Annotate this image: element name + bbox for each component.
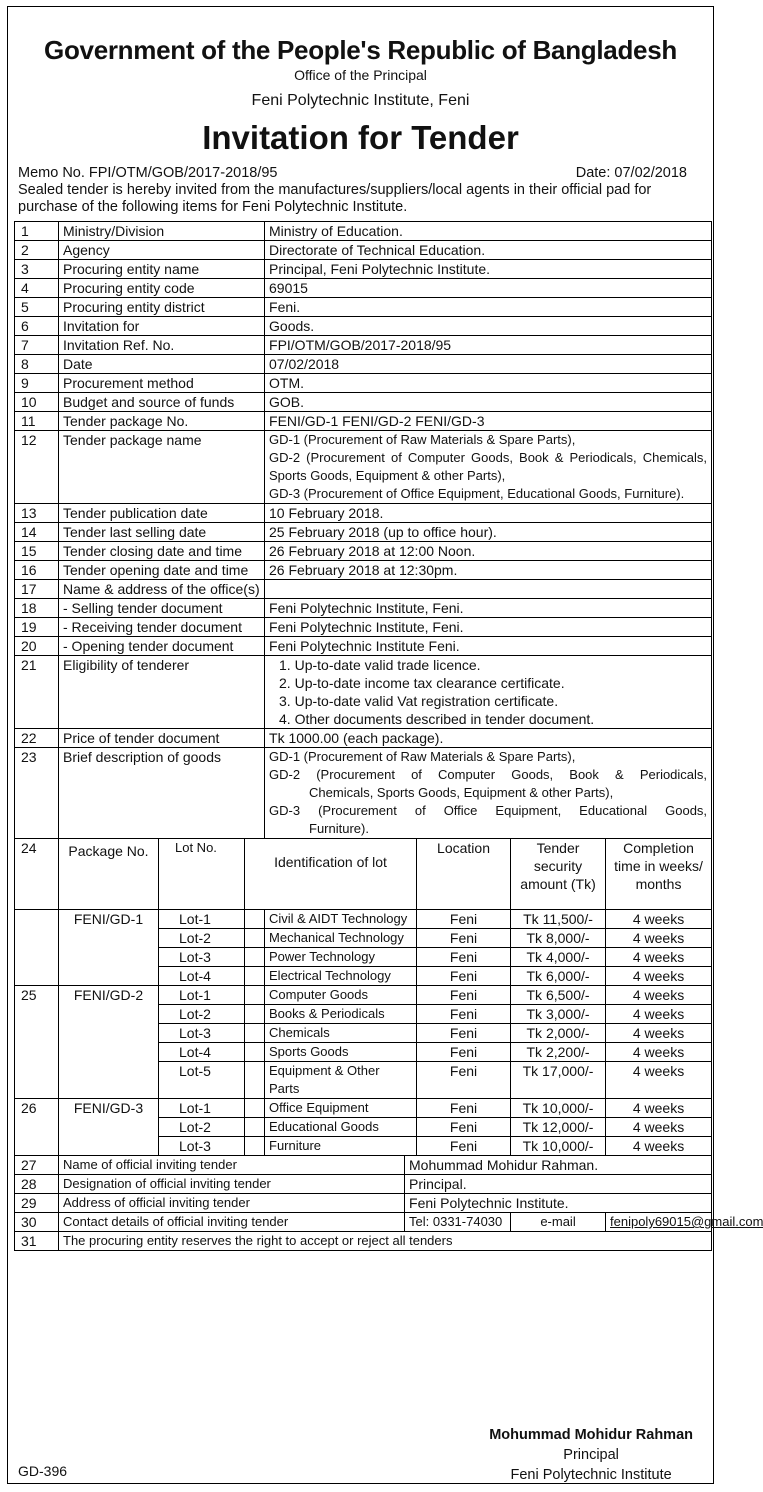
row-value: FPI/OTM/GOB/2017-2018/95 bbox=[265, 336, 712, 355]
contact-telephone: Tel: 0331-74030 bbox=[405, 1213, 511, 1232]
info-row bbox=[15, 336, 712, 355]
identification-header: Identification of lot bbox=[245, 839, 417, 910]
info-row bbox=[15, 1232, 712, 1251]
lot-number: Lot-3 bbox=[159, 948, 245, 967]
info-row bbox=[15, 1194, 712, 1213]
row-label: Name of official inviting tender bbox=[59, 1156, 405, 1175]
lot-number: Lot-4 bbox=[159, 967, 245, 986]
info-row bbox=[15, 729, 712, 748]
lot-number: Lot-2 bbox=[159, 1118, 245, 1137]
row-value: FENI/GD-1 FENI/GD-2 FENI/GD-3 bbox=[265, 412, 712, 431]
row-number: 16 bbox=[15, 561, 59, 580]
info-row bbox=[15, 412, 712, 431]
lot-spacer bbox=[245, 948, 265, 967]
row-number: 22 bbox=[15, 729, 59, 748]
location-header: Location bbox=[417, 839, 511, 910]
signatory-name: Mohummad Mohidur Rahman bbox=[489, 1427, 693, 1443]
row-value: OTM. bbox=[265, 374, 712, 393]
info-row bbox=[15, 374, 712, 393]
lot-completion: 4 weeks bbox=[606, 1043, 712, 1062]
lot-completion: 4 weeks bbox=[606, 1024, 712, 1043]
lot-completion: 4 weeks bbox=[606, 986, 712, 1005]
lot-location: Feni bbox=[417, 967, 511, 986]
lot-completion: 4 weeks bbox=[606, 967, 712, 986]
row-number: 20 bbox=[15, 637, 59, 656]
info-row bbox=[15, 317, 712, 336]
lot-row bbox=[15, 1099, 712, 1118]
completion-header: Completion time in weeks/ months bbox=[606, 839, 712, 910]
row-value bbox=[265, 748, 712, 839]
row-label: Tender opening date and time bbox=[59, 561, 265, 580]
row-number: 9 bbox=[15, 374, 59, 393]
tender-table bbox=[14, 221, 763, 1251]
goods-line: Chemicals, Sports Goods, Equipment & other Parts), bbox=[309, 785, 614, 800]
lot-security: Tk 17,000/- bbox=[511, 1062, 606, 1099]
row-label: Name & address of the office(s) bbox=[59, 580, 265, 599]
row-value bbox=[265, 580, 712, 599]
lot-identification: Books & Periodicals bbox=[265, 1005, 417, 1024]
row-label: Procuring entity district bbox=[59, 298, 265, 317]
memo-number: Memo No. FPI/OTM/GOB/2017-2018/95 bbox=[18, 165, 278, 181]
lot-number: Lot-3 bbox=[159, 1137, 245, 1156]
row-number: 8 bbox=[15, 355, 59, 374]
row-number: 29 bbox=[15, 1194, 59, 1213]
info-row bbox=[15, 279, 712, 298]
goods-line: GD-3 (Procurement of Office Equipment, Educational Goods, bbox=[269, 803, 708, 818]
contact-email-label: e-mail bbox=[511, 1213, 606, 1232]
lots-header-row bbox=[15, 839, 712, 910]
row-label: - Receiving tender document bbox=[59, 618, 265, 637]
row-number: 21 bbox=[15, 656, 59, 729]
lot-spacer bbox=[245, 1024, 265, 1043]
signatory-designation: Principal bbox=[563, 1447, 619, 1463]
lot-security: Tk 10,000/- bbox=[511, 1099, 606, 1118]
lot-identification: Office Equipment bbox=[265, 1099, 417, 1118]
row-number: 26 bbox=[15, 1099, 59, 1156]
lot-identification: Civil & AIDT Technology bbox=[265, 910, 417, 929]
row-value: 25 February 2018 (up to office hour). bbox=[265, 523, 712, 542]
intro-paragraph: Sealed tender is hereby invited from the manufactures/suppliers/local agents in their official pad for purchase of the following items for Feni Polytechnic Institute. bbox=[18, 182, 652, 215]
row-value: 26 February 2018 at 12:00 Noon. bbox=[265, 542, 712, 561]
lot-spacer bbox=[245, 1043, 265, 1062]
row-value: Mohummad Mohidur Rahman. bbox=[405, 1156, 712, 1175]
row-number: 27 bbox=[15, 1156, 59, 1175]
lot-security: Tk 11,500/- bbox=[511, 910, 606, 929]
row-label: Tender last selling date bbox=[59, 523, 265, 542]
notice-title: Invitation for Tender bbox=[202, 119, 519, 156]
lot-number: Lot-4 bbox=[159, 1043, 245, 1062]
info-row bbox=[15, 748, 712, 839]
lot-location: Feni bbox=[417, 1024, 511, 1043]
info-row bbox=[15, 393, 712, 412]
row-number: 3 bbox=[15, 260, 59, 279]
row-value: GOB. bbox=[265, 393, 712, 412]
goods-line: GD-2 (Procurement of Computer Goods, Book & Periodicals, bbox=[269, 767, 708, 782]
row-value: 69015 bbox=[265, 279, 712, 298]
lot-identification: Educational Goods bbox=[265, 1118, 417, 1137]
notice-code: GD-396 bbox=[18, 1463, 68, 1479]
info-row bbox=[15, 1175, 712, 1194]
lot-number: Lot-1 bbox=[159, 986, 245, 1005]
eligibility-item: 2. Up-to-date income tax clearance certificate. bbox=[279, 675, 565, 691]
lot-number: Lot-2 bbox=[159, 929, 245, 948]
eligibility-item: 3. Up-to-date valid Vat registration certificate. bbox=[279, 693, 559, 709]
institute-subheading: Feni Polytechnic Institute, Feni bbox=[251, 92, 470, 109]
row-value: Ministry of Education. bbox=[265, 222, 712, 241]
row-value: 26 February 2018 at 12:30pm. bbox=[265, 561, 712, 580]
row-value: Feni Polytechnic Institute Feni. bbox=[265, 637, 712, 656]
row-number: 28 bbox=[15, 1175, 59, 1194]
row-value: Feni. bbox=[265, 298, 712, 317]
row-value: 07/02/2018 bbox=[265, 355, 712, 374]
memo-date: Date: 07/02/2018 bbox=[575, 165, 687, 181]
lot-spacer bbox=[245, 1118, 265, 1137]
info-row bbox=[15, 656, 712, 729]
info-row bbox=[15, 504, 712, 523]
package-name-line: GD-2 (Procurement of Computer Goods, Book & Periodicals, Chemicals, Sports Goods, Equipment & other Parts), bbox=[269, 450, 708, 483]
lot-identification: Chemicals bbox=[265, 1024, 417, 1043]
info-row bbox=[15, 637, 712, 656]
row-number: 7 bbox=[15, 336, 59, 355]
lot-number: Lot-1 bbox=[159, 910, 245, 929]
lot-spacer bbox=[245, 1137, 265, 1156]
lot-location: Feni bbox=[417, 910, 511, 929]
lot-security: Tk 10,000/- bbox=[511, 1137, 606, 1156]
row-number: 31 bbox=[15, 1232, 59, 1251]
package-number: FENI/GD-3 bbox=[59, 1099, 159, 1156]
row-label: Contact details of official inviting tender bbox=[59, 1213, 405, 1232]
row-number: 15 bbox=[15, 542, 59, 561]
info-row bbox=[15, 599, 712, 618]
lot-security: Tk 8,000/- bbox=[511, 929, 606, 948]
row-number: 23 bbox=[15, 748, 59, 839]
signature-block bbox=[489, 1425, 693, 1485]
package-name-line: GD-3 (Procurement of Office Equipment, Educational Goods, Furniture). bbox=[269, 486, 685, 501]
row-value: Directorate of Technical Education. bbox=[265, 241, 712, 260]
lot-security: Tk 6,000/- bbox=[511, 967, 606, 986]
row-label: Brief description of goods bbox=[59, 748, 265, 839]
lot-number: Lot-5 bbox=[159, 1062, 245, 1099]
row-label: Date bbox=[59, 355, 265, 374]
lot-completion: 4 weeks bbox=[606, 1099, 712, 1118]
row-label: Budget and source of funds bbox=[59, 393, 265, 412]
lot-location: Feni bbox=[417, 929, 511, 948]
package-header: Package No. bbox=[59, 839, 159, 910]
lot-location: Feni bbox=[417, 1005, 511, 1024]
goods-line: GD-1 (Procurement of Raw Materials & Spare Parts), bbox=[269, 749, 576, 764]
package-name-line: GD-1 (Procurement of Raw Materials & Spare Parts), bbox=[269, 432, 576, 447]
lot-spacer bbox=[245, 910, 265, 929]
row-label: Eligibility of tenderer bbox=[59, 656, 265, 729]
lot-completion: 4 weeks bbox=[606, 929, 712, 948]
row-label: Ministry/Division bbox=[59, 222, 265, 241]
lot-security: Tk 3,000/- bbox=[511, 1005, 606, 1024]
row-value: Tk 1000.00 (each package). bbox=[265, 729, 712, 748]
row-number: 24 bbox=[15, 839, 59, 910]
lot-identification: Sports Goods bbox=[265, 1043, 417, 1062]
signatory-institute: Feni Polytechnic Institute bbox=[510, 1467, 672, 1483]
lot-spacer bbox=[245, 986, 265, 1005]
row-label: Tender package name bbox=[59, 431, 265, 504]
info-row bbox=[15, 1156, 712, 1175]
row-label: Invitation Ref. No. bbox=[59, 336, 265, 355]
lot-identification: Equipment & Other Parts bbox=[265, 1062, 417, 1099]
row-value: Feni Polytechnic Institute. bbox=[405, 1194, 712, 1213]
info-row bbox=[15, 298, 712, 317]
row-number: 12 bbox=[15, 431, 59, 504]
lot-row bbox=[15, 910, 712, 929]
info-row bbox=[15, 561, 712, 580]
info-row bbox=[15, 260, 712, 279]
row-number: 19 bbox=[15, 618, 59, 637]
office-subheading: Office of the Principal bbox=[294, 67, 427, 83]
lot-completion: 4 weeks bbox=[606, 1062, 712, 1099]
row-label: Designation of official inviting tender bbox=[59, 1175, 405, 1194]
lot-identification: Mechanical Technology bbox=[265, 929, 417, 948]
lot-security: Tk 12,000/- bbox=[511, 1118, 606, 1137]
row-label: Agency bbox=[59, 241, 265, 260]
lot-location: Feni bbox=[417, 1099, 511, 1118]
goods-line: Furniture). bbox=[309, 821, 369, 836]
package-number: FENI/GD-1 bbox=[59, 910, 159, 986]
lot-row bbox=[15, 986, 712, 1005]
row-label: Price of tender document bbox=[59, 729, 265, 748]
lot-security: Tk 2,200/- bbox=[511, 1043, 606, 1062]
row-number: 18 bbox=[15, 599, 59, 618]
lot-security: Tk 2,000/- bbox=[511, 1024, 606, 1043]
lot-completion: 4 weeks bbox=[606, 1118, 712, 1137]
row-number: 5 bbox=[15, 298, 59, 317]
row-label: Tender package No. bbox=[59, 412, 265, 431]
row-value: Principal. bbox=[405, 1175, 712, 1194]
lot-completion: 4 weeks bbox=[606, 948, 712, 967]
lot-completion: 4 weeks bbox=[606, 1005, 712, 1024]
lot-spacer bbox=[245, 1005, 265, 1024]
lot-location: Feni bbox=[417, 1137, 511, 1156]
row-value bbox=[265, 431, 712, 504]
info-row bbox=[15, 431, 712, 504]
lot-completion: 4 weeks bbox=[606, 910, 712, 929]
lot-identification: Electrical Technology bbox=[265, 967, 417, 986]
row-number: 17 bbox=[15, 580, 59, 599]
package-number: FENI/GD-2 bbox=[59, 986, 159, 1099]
row-number: 2 bbox=[15, 241, 59, 260]
row-value: Feni Polytechnic Institute, Feni. bbox=[265, 599, 712, 618]
info-row bbox=[15, 1213, 712, 1232]
lot-identification: Power Technology bbox=[265, 948, 417, 967]
eligibility-item: 1. Up-to-date valid trade licence. bbox=[279, 657, 481, 673]
lot-completion: 4 weeks bbox=[606, 1137, 712, 1156]
eligibility-item: 4. Other documents described in tender document. bbox=[279, 711, 595, 727]
lot-location: Feni bbox=[417, 1118, 511, 1137]
lot-number: Lot-3 bbox=[159, 1024, 245, 1043]
lot-spacer bbox=[245, 929, 265, 948]
row-label: - Opening tender document bbox=[59, 637, 265, 656]
lot-identification: Furniture bbox=[265, 1137, 417, 1156]
row-value: Principal, Feni Polytechnic Institute. bbox=[265, 260, 712, 279]
info-row bbox=[15, 542, 712, 561]
contact-email: fenipoly69015@gmail.com bbox=[606, 1213, 712, 1232]
government-heading: Government of the People's Republic of Bangladesh bbox=[44, 35, 677, 65]
info-row bbox=[15, 523, 712, 542]
row-number bbox=[15, 910, 59, 986]
row-value: 10 February 2018. bbox=[265, 504, 712, 523]
row-number: 11 bbox=[15, 412, 59, 431]
row-label: Procuring entity code bbox=[59, 279, 265, 298]
row-number: 13 bbox=[15, 504, 59, 523]
lot-location: Feni bbox=[417, 986, 511, 1005]
rights-statement: The procuring entity reserves the right to accept or reject all tenders bbox=[59, 1232, 712, 1251]
row-label: Tender publication date bbox=[59, 504, 265, 523]
row-number: 4 bbox=[15, 279, 59, 298]
lot-number: Lot-2 bbox=[159, 1005, 245, 1024]
info-row bbox=[15, 222, 712, 241]
lot-identification: Computer Goods bbox=[265, 986, 417, 1005]
lot-spacer bbox=[245, 1062, 265, 1099]
tender-notice bbox=[7, 6, 763, 1484]
lot-location: Feni bbox=[417, 948, 511, 967]
lot-number: Lot-1 bbox=[159, 1099, 245, 1118]
row-number: 6 bbox=[15, 317, 59, 336]
row-number: 30 bbox=[15, 1213, 59, 1232]
row-label: Tender closing date and time bbox=[59, 542, 265, 561]
lot-spacer bbox=[245, 967, 265, 986]
row-value: Goods. bbox=[265, 317, 712, 336]
row-label: Procurement method bbox=[59, 374, 265, 393]
lot-spacer bbox=[245, 1099, 265, 1118]
row-number: 10 bbox=[15, 393, 59, 412]
row-value: Feni Polytechnic Institute, Feni. bbox=[265, 618, 712, 637]
info-row bbox=[15, 618, 712, 637]
row-label: Procuring entity name bbox=[59, 260, 265, 279]
row-label: - Selling tender document bbox=[59, 599, 265, 618]
security-header: Tender security amount (Tk) bbox=[511, 839, 606, 910]
row-number: 14 bbox=[15, 523, 59, 542]
row-value bbox=[265, 656, 712, 729]
row-label: Address of official inviting tender bbox=[59, 1194, 405, 1213]
lot-security: Tk 6,500/- bbox=[511, 986, 606, 1005]
lot-location: Feni bbox=[417, 1043, 511, 1062]
info-row bbox=[15, 241, 712, 260]
row-number: 1 bbox=[15, 222, 59, 241]
lot-header: Lot No. bbox=[159, 839, 245, 910]
lot-security: Tk 4,000/- bbox=[511, 948, 606, 967]
info-row bbox=[15, 355, 712, 374]
row-number: 25 bbox=[15, 986, 59, 1099]
lot-location: Feni bbox=[417, 1062, 511, 1099]
row-label: Invitation for bbox=[59, 317, 265, 336]
info-row bbox=[15, 580, 712, 599]
